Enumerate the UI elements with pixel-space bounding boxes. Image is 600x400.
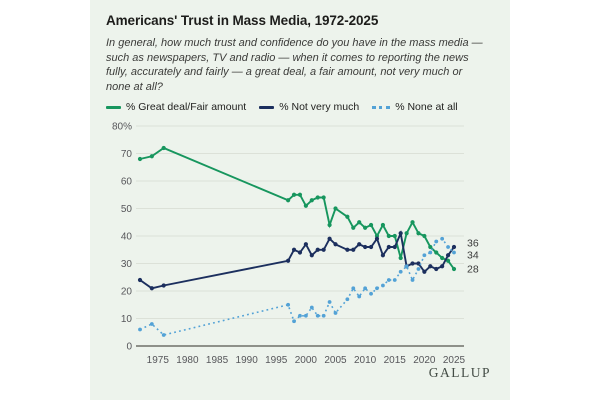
x-tick-label: 2010: [354, 355, 377, 366]
legend-swatch-none-at-all-icon: [372, 106, 390, 109]
series-line: [140, 239, 454, 335]
legend-item-none-at-all: [372, 101, 457, 113]
legend: [106, 101, 458, 113]
x-tick-label: 2005: [324, 355, 347, 366]
y-tick-label: 10: [120, 314, 132, 325]
gallup-logo: GALLUP: [428, 365, 491, 380]
x-tick-label: 1995: [265, 355, 288, 366]
chart-subtitle-line: such as newspapers, TV and radio — when it comes to reporting the news: [106, 51, 469, 64]
legend-item-great-deal-fair-amount: [106, 101, 246, 113]
y-tick-label: 0: [126, 341, 132, 353]
trust-line-chart: [102, 116, 498, 378]
y-tick-label: 70: [120, 149, 132, 160]
legend-label: % None at all: [395, 101, 458, 113]
y-tick-label: 50: [120, 204, 132, 215]
chart-subtitle-line: In general, how much trust and confidence do you have in the mass media —: [106, 37, 483, 49]
series-end-value-label: 34: [467, 249, 479, 262]
y-tick-label: 60: [120, 176, 132, 188]
x-tick-label: 1990: [235, 355, 258, 366]
series-end-value-label: 28: [467, 263, 479, 276]
x-tick-label: 2015: [383, 355, 406, 366]
chart-title: Americans' Trust in Mass Media, 1972-2025: [106, 13, 379, 28]
chart-card: [90, 0, 510, 400]
x-tick-label: 1975: [146, 355, 169, 366]
chart-subtitle-line: fully, accurately and fairly — a great deal, a fair amount, not very much or: [106, 66, 463, 79]
y-tick-label: 30: [120, 259, 132, 270]
legend-swatch-great-deal-icon: [106, 106, 121, 109]
x-tick-label: 2025: [442, 355, 466, 366]
x-tick-label: 2000: [294, 355, 318, 366]
chart-area: [102, 116, 498, 378]
legend-label: % Great deal/Fair amount: [126, 101, 247, 113]
legend-item-not-very-much: [259, 101, 359, 113]
y-tick-label: 80%: [111, 121, 132, 133]
y-tick-label: 40: [120, 231, 132, 243]
x-tick-label: 1980: [176, 355, 199, 366]
legend-swatch-not-very-much-icon: [259, 106, 274, 109]
chart-subtitle-line: none at all?: [106, 80, 163, 93]
x-tick-label: 2020: [413, 355, 436, 366]
x-tick-label: 1985: [205, 355, 229, 366]
y-tick-label: 20: [120, 286, 132, 298]
series-line: [140, 233, 454, 288]
chart-subtitle: [106, 36, 500, 94]
series-end-value-label: 36: [467, 237, 479, 250]
legend-label: % Not very much: [279, 101, 360, 113]
